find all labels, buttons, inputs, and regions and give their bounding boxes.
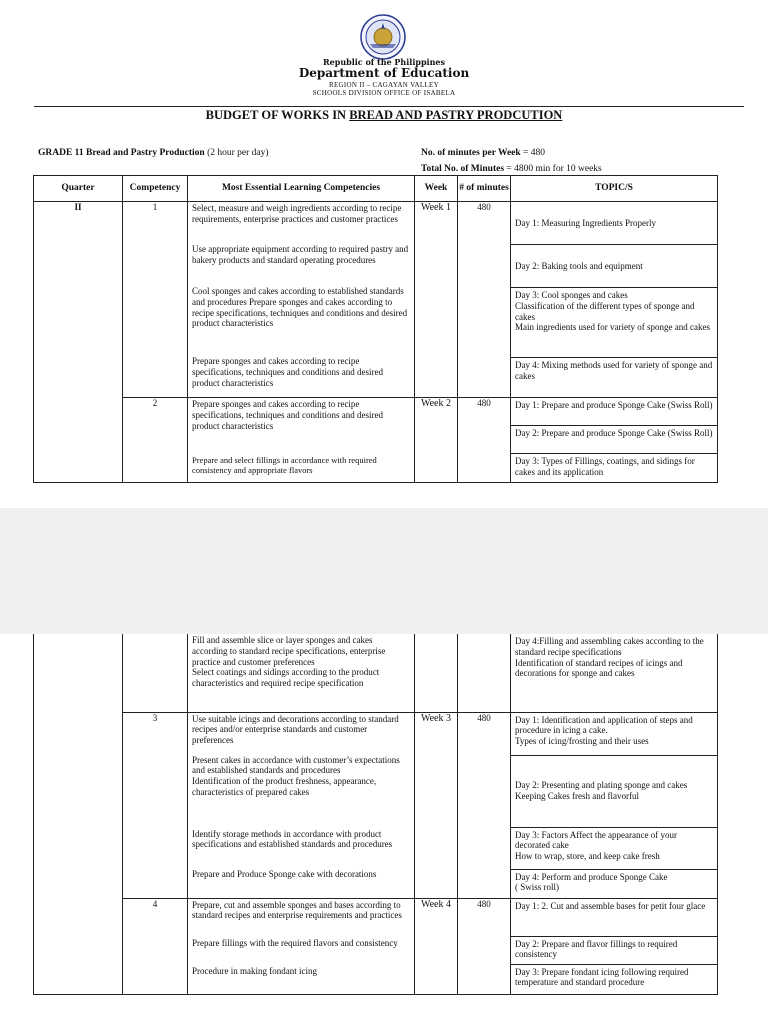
document-page-1 <box>0 0 768 508</box>
melc-cell <box>188 398 415 483</box>
competency-number-cell <box>123 202 188 398</box>
topic-item: Day 2: Presenting and plating sponge and cakes Keeping Cakes fresh and flavorful <box>511 756 717 828</box>
melc-item: Identify storage methods in accordance with product specifications and established standards and procedures <box>192 828 393 850</box>
total-minutes-value: = 4800 min for 10 weeks <box>504 164 602 174</box>
topic-item: Day 3: Factors Affect the appearance of your decorated cake How to wrap, store, and keep cake fresh <box>511 828 717 870</box>
col-week: Week <box>415 176 458 202</box>
topics-cell <box>511 634 718 712</box>
melc-cell <box>188 634 415 712</box>
minutes-cell <box>458 898 511 994</box>
melc-item: Prepare and select fillings in accordance with required consistency and appropriate flavors <box>192 455 377 476</box>
col-melc: Most Essential Learning Competencies <box>188 176 415 202</box>
minutes-value: 480 <box>477 712 491 723</box>
topics-cell <box>511 712 718 898</box>
minutes-cell <box>458 398 511 483</box>
topic-item: Day 3: Types of Fillings, coatings, and sidings for cakes and its application <box>515 456 695 477</box>
competency-number-cell <box>123 634 188 712</box>
competency-number-cell <box>123 898 188 994</box>
topic-item: Day 3: Cool sponges and cakes Classification of the different types of sponge and cakes Main ingredients used for variety of sponge and cakes <box>511 288 717 358</box>
topic-item: Day 4:Filling and assembling cakes according to the standard recipe specifications Identification of standard recipes of icings and decorations for sponge and cakes <box>515 636 704 679</box>
melc-item: Prepare and Produce Sponge cake with decorations <box>192 868 377 879</box>
quarter-cell <box>34 634 123 994</box>
minutes-per-week-label: No. of minutes per Week <box>421 148 521 158</box>
competency-number: 1 <box>152 202 158 212</box>
col-minutes: # of minutes <box>458 176 511 202</box>
col-competency: Competency <box>123 176 188 202</box>
competency-number-cell <box>123 398 188 483</box>
topics-cell <box>511 398 718 483</box>
melc-item: Use appropriate equipment according to required pastry and bakery products and standard operating procedures <box>192 244 409 265</box>
topics-cell <box>511 898 718 994</box>
title-subject: BREAD AND PASTRY PRODCUTION <box>349 108 563 122</box>
col-quarter: Quarter <box>34 176 123 202</box>
competency-number: 4 <box>152 898 158 909</box>
topic-item: Day 2: Baking tools and equipment <box>511 245 717 288</box>
competency-number: 3 <box>152 712 158 723</box>
table-row <box>34 202 718 398</box>
week-cell <box>415 634 458 712</box>
topic-item: Day 1: Measuring Ingredients Properly <box>511 202 717 245</box>
melc-cell <box>188 202 415 398</box>
week-label: Week 2 <box>420 398 451 409</box>
topics-cell <box>511 202 718 398</box>
budget-table-page-2 <box>33 634 718 995</box>
quarter-value: II <box>74 202 82 212</box>
minutes-value: 480 <box>477 202 491 212</box>
week-label: Week 4 <box>420 898 451 910</box>
week-label: Week 3 <box>420 712 451 724</box>
page-title <box>0 108 768 123</box>
total-minutes <box>421 164 602 174</box>
grade-label: GRADE 11 Bread and Pastry Production <box>38 148 205 158</box>
melc-item: Prepare fillings with the required flavors and consistency <box>192 937 398 948</box>
header-republic: Republic of the Philippines <box>322 57 445 67</box>
page-gap <box>0 508 768 634</box>
melc-item: Prepare sponges and cakes according to recipe specifications, techniques and conditions and desired product characteristics <box>192 399 383 431</box>
minutes-per-week-value: = 480 <box>520 148 546 158</box>
week-cell <box>415 898 458 994</box>
col-topics: TOPIC/S <box>511 176 718 202</box>
quarter-cell <box>34 202 123 483</box>
melc-item: Prepare, cut and assemble sponges and bases according to standard recipes and enterprise requirements and practices <box>192 899 402 921</box>
total-minutes-label: Total No. of Minutes <box>421 164 505 174</box>
week-label: Week 1 <box>420 202 451 213</box>
topic-item: Day 2: Prepare and produce Sponge Cake (Swiss Roll) <box>511 426 717 454</box>
budget-table-page-1 <box>33 175 718 483</box>
week-cell <box>415 712 458 898</box>
topic-item: Day 3: Prepare fondant icing following required temperature and standard procedure <box>515 966 689 988</box>
melc-item: Prepare sponges and cakes according to recipe specifications, techniques and conditions and desired product characteristics <box>192 356 383 388</box>
grade-info <box>38 148 269 158</box>
topic-item: Day 1: Prepare and produce Sponge Cake (Swiss Roll) <box>511 398 717 426</box>
topic-item: Day 1: 2. Cut and assemble bases for petit four glace <box>511 899 717 937</box>
table-header-row <box>34 176 718 202</box>
melc-item: Cool sponges and cakes according to established standards and procedures Prepare sponges and cakes according to recipe specifications, techniques and conditions and desired product characteristics <box>192 286 408 329</box>
competency-number-cell <box>123 712 188 898</box>
minutes-value: 480 <box>477 898 491 909</box>
header-divider <box>34 106 744 107</box>
topic-item: Day 1: Identification and application of steps and procedure in icing a cake. Types of icing/frosting and their uses <box>511 713 717 756</box>
melc-item: Use suitable icings and decorations according to standard recipes and/or enterprise standards and customer preferences <box>192 713 399 746</box>
minutes-cell <box>458 202 511 398</box>
melc-cell <box>188 898 415 994</box>
header-department: Department of Education <box>298 66 470 80</box>
minutes-per-week <box>421 148 545 158</box>
deped-seal-icon <box>360 14 406 60</box>
competency-number: 2 <box>152 398 158 408</box>
week-cell <box>415 398 458 483</box>
melc-item: Procedure in making fondant icing <box>192 965 317 976</box>
title-prefix: BUDGET OF WORKS IN <box>205 108 350 122</box>
topic-item: Day 2: Prepare and flavor fillings to required consistency <box>511 937 717 965</box>
header-region: REGION II – CAGAYAN VALLEY <box>329 81 439 89</box>
melc-item: Present cakes in accordance with customer’s expectations and established standards and procedures Identification of the product freshness, appearance, characteristics of prepared cakes <box>192 754 400 797</box>
table-row <box>34 712 718 898</box>
week-cell <box>415 202 458 398</box>
melc-cell <box>188 712 415 898</box>
minutes-value: 480 <box>477 398 491 408</box>
topic-item: Day 4: Perform and produce Sponge Cake ( Swiss roll) <box>515 871 668 893</box>
header-division: SCHOOLS DIVISION OFFICE OF ISABELA <box>312 89 456 97</box>
melc-item: Fill and assemble slice or layer sponges and cakes according to standard recipe specifications, enterprise practice and customer preferences Select coatings and sidings according to the product characteristics and required recipe specification <box>192 635 386 689</box>
minutes-cell <box>458 712 511 898</box>
minutes-cell <box>458 634 511 712</box>
table-row <box>34 398 718 483</box>
table-row <box>34 634 718 712</box>
table-row <box>34 898 718 994</box>
grade-hours: (2 hour per day) <box>204 148 269 158</box>
melc-item: Select, measure and weigh ingredients according to recipe requirements, enterprise practices and customer practices <box>192 203 402 224</box>
topic-item: Day 4: Mixing methods used for variety of sponge and cakes <box>515 360 713 381</box>
